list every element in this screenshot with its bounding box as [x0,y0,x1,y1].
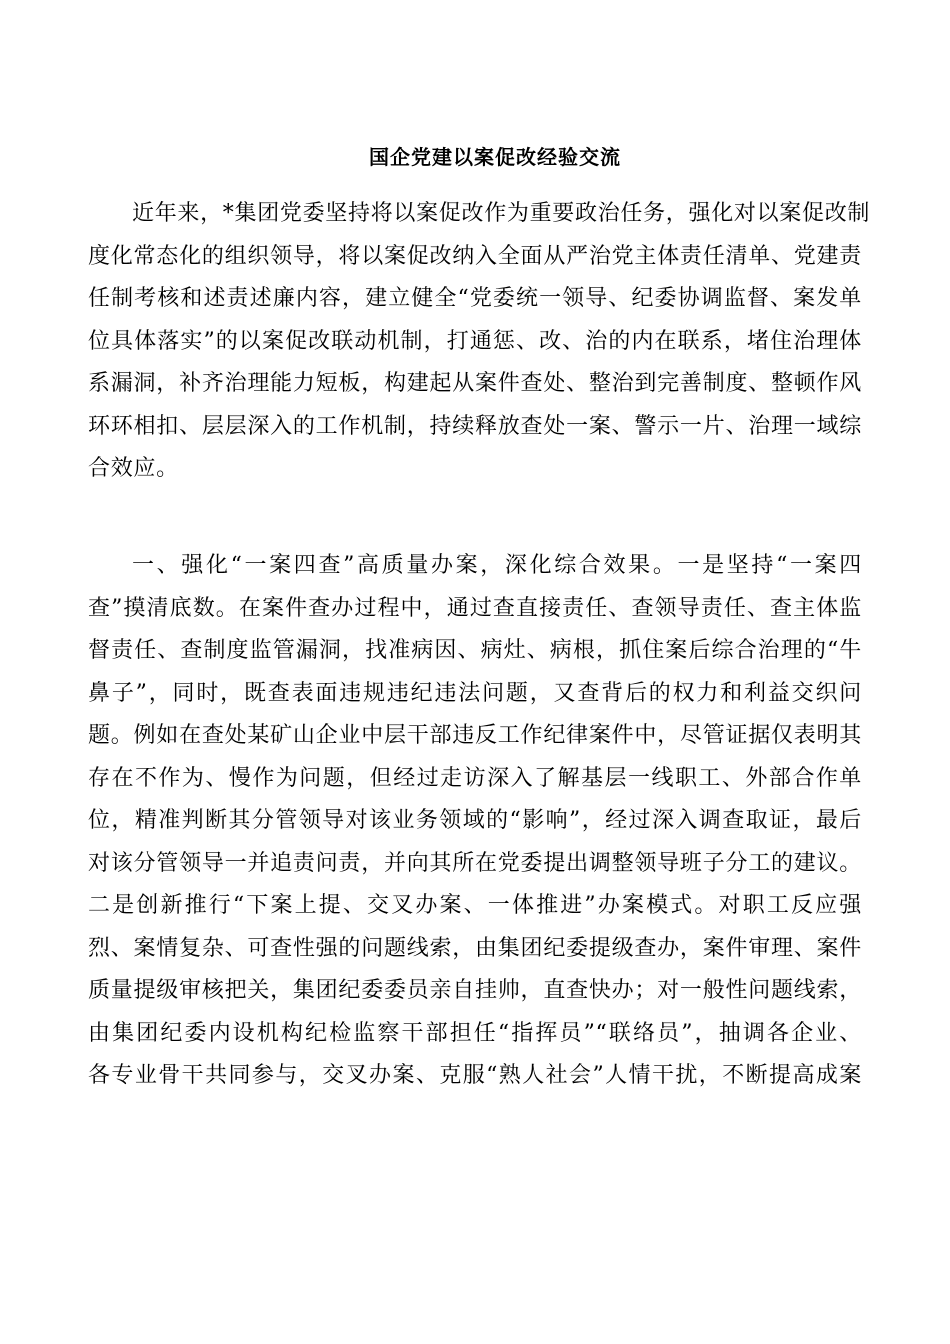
paragraph-line: 质量提级审核把关，集团纪委委员亲自挂帅，直查快办；对一般性问题线索， [88,978,862,1003]
paragraph-line: 由集团纪委内设机构纪检监察干部担任“指挥员”“联络员”，抽调各企业、 [88,1020,862,1046]
paragraph-line: 任制考核和述责述廉内容，建立健全“党委统一领导、纪委协调监督、案发单 [88,286,862,311]
paragraph-line: 位，精准判断其分管领导对该业务领域的“影响”，经过深入调查取证，最后 [88,808,862,833]
paragraph-intro [88,193,871,491]
paragraph-line: 督责任、查制度监管漏洞，找准病因、病灶、病根，抓住案后综合治理的“牛 [88,638,862,663]
paragraph-line: 近年来，*集团党委坚持将以案促改作为重要政治任务，强化对以案促改制 [132,201,871,226]
paragraph-line: 烈、案情复杂、可查性强的问题线索，由集团纪委提级查办，案件审理、案件 [88,935,862,961]
paragraph-section-one [88,545,862,1098]
paragraph-line: 位具体落实”的以案促改联动机制，打通惩、改、治的内在联系，堵住治理体 [88,328,862,354]
paragraph-line: 二是创新推行“下案上提、交叉办案、一体推进”办案模式。对职工反应强 [88,893,862,918]
paragraph-line: 存在不作为、慢作为问题，但经过走访深入了解基层一线职工、外部合作单 [88,765,862,791]
paragraph-line: 一、强化“一案四查”高质量办案，深化综合效果。一是坚持“一案四 [132,553,862,578]
paragraph-line: 题。例如在查处某矿山企业中层干部违反工作纪律案件中，尽管证据仅表明其 [88,723,862,748]
paragraph-line: 各专业骨干共同参与，交叉办案、克服“熟人社会”人情干扰，不断提高成案 [88,1063,862,1088]
paragraph-line: 对该分管领导一并追责问责，并向其所在党委提出调整领导班子分工的建议。 [88,850,862,876]
paragraph-line: 环环相扣、层层深入的工作机制，持续释放查处一案、警示一片、治理一域综 [88,413,862,439]
paragraph-line: 鼻子”，同时，既查表面违规违纪违法问题，又查背后的权力和利益交织问 [88,680,862,706]
document-title: 国企党建以案促改经验交流 [369,145,621,169]
paragraph-line: 度化常态化的组织领导，将以案促改纳入全面从严治党主体责任清单、党建责 [88,243,862,269]
paragraph-line: 系漏洞，补齐治理能力短板，构建起从案件查处、整治到完善制度、整顿作风 [88,371,862,396]
paragraph-line: 查”摸清底数。在案件查办过程中，通过查直接责任、查领导责任、查主体监 [88,595,862,621]
paragraph-line: 合效应。 [88,456,179,481]
